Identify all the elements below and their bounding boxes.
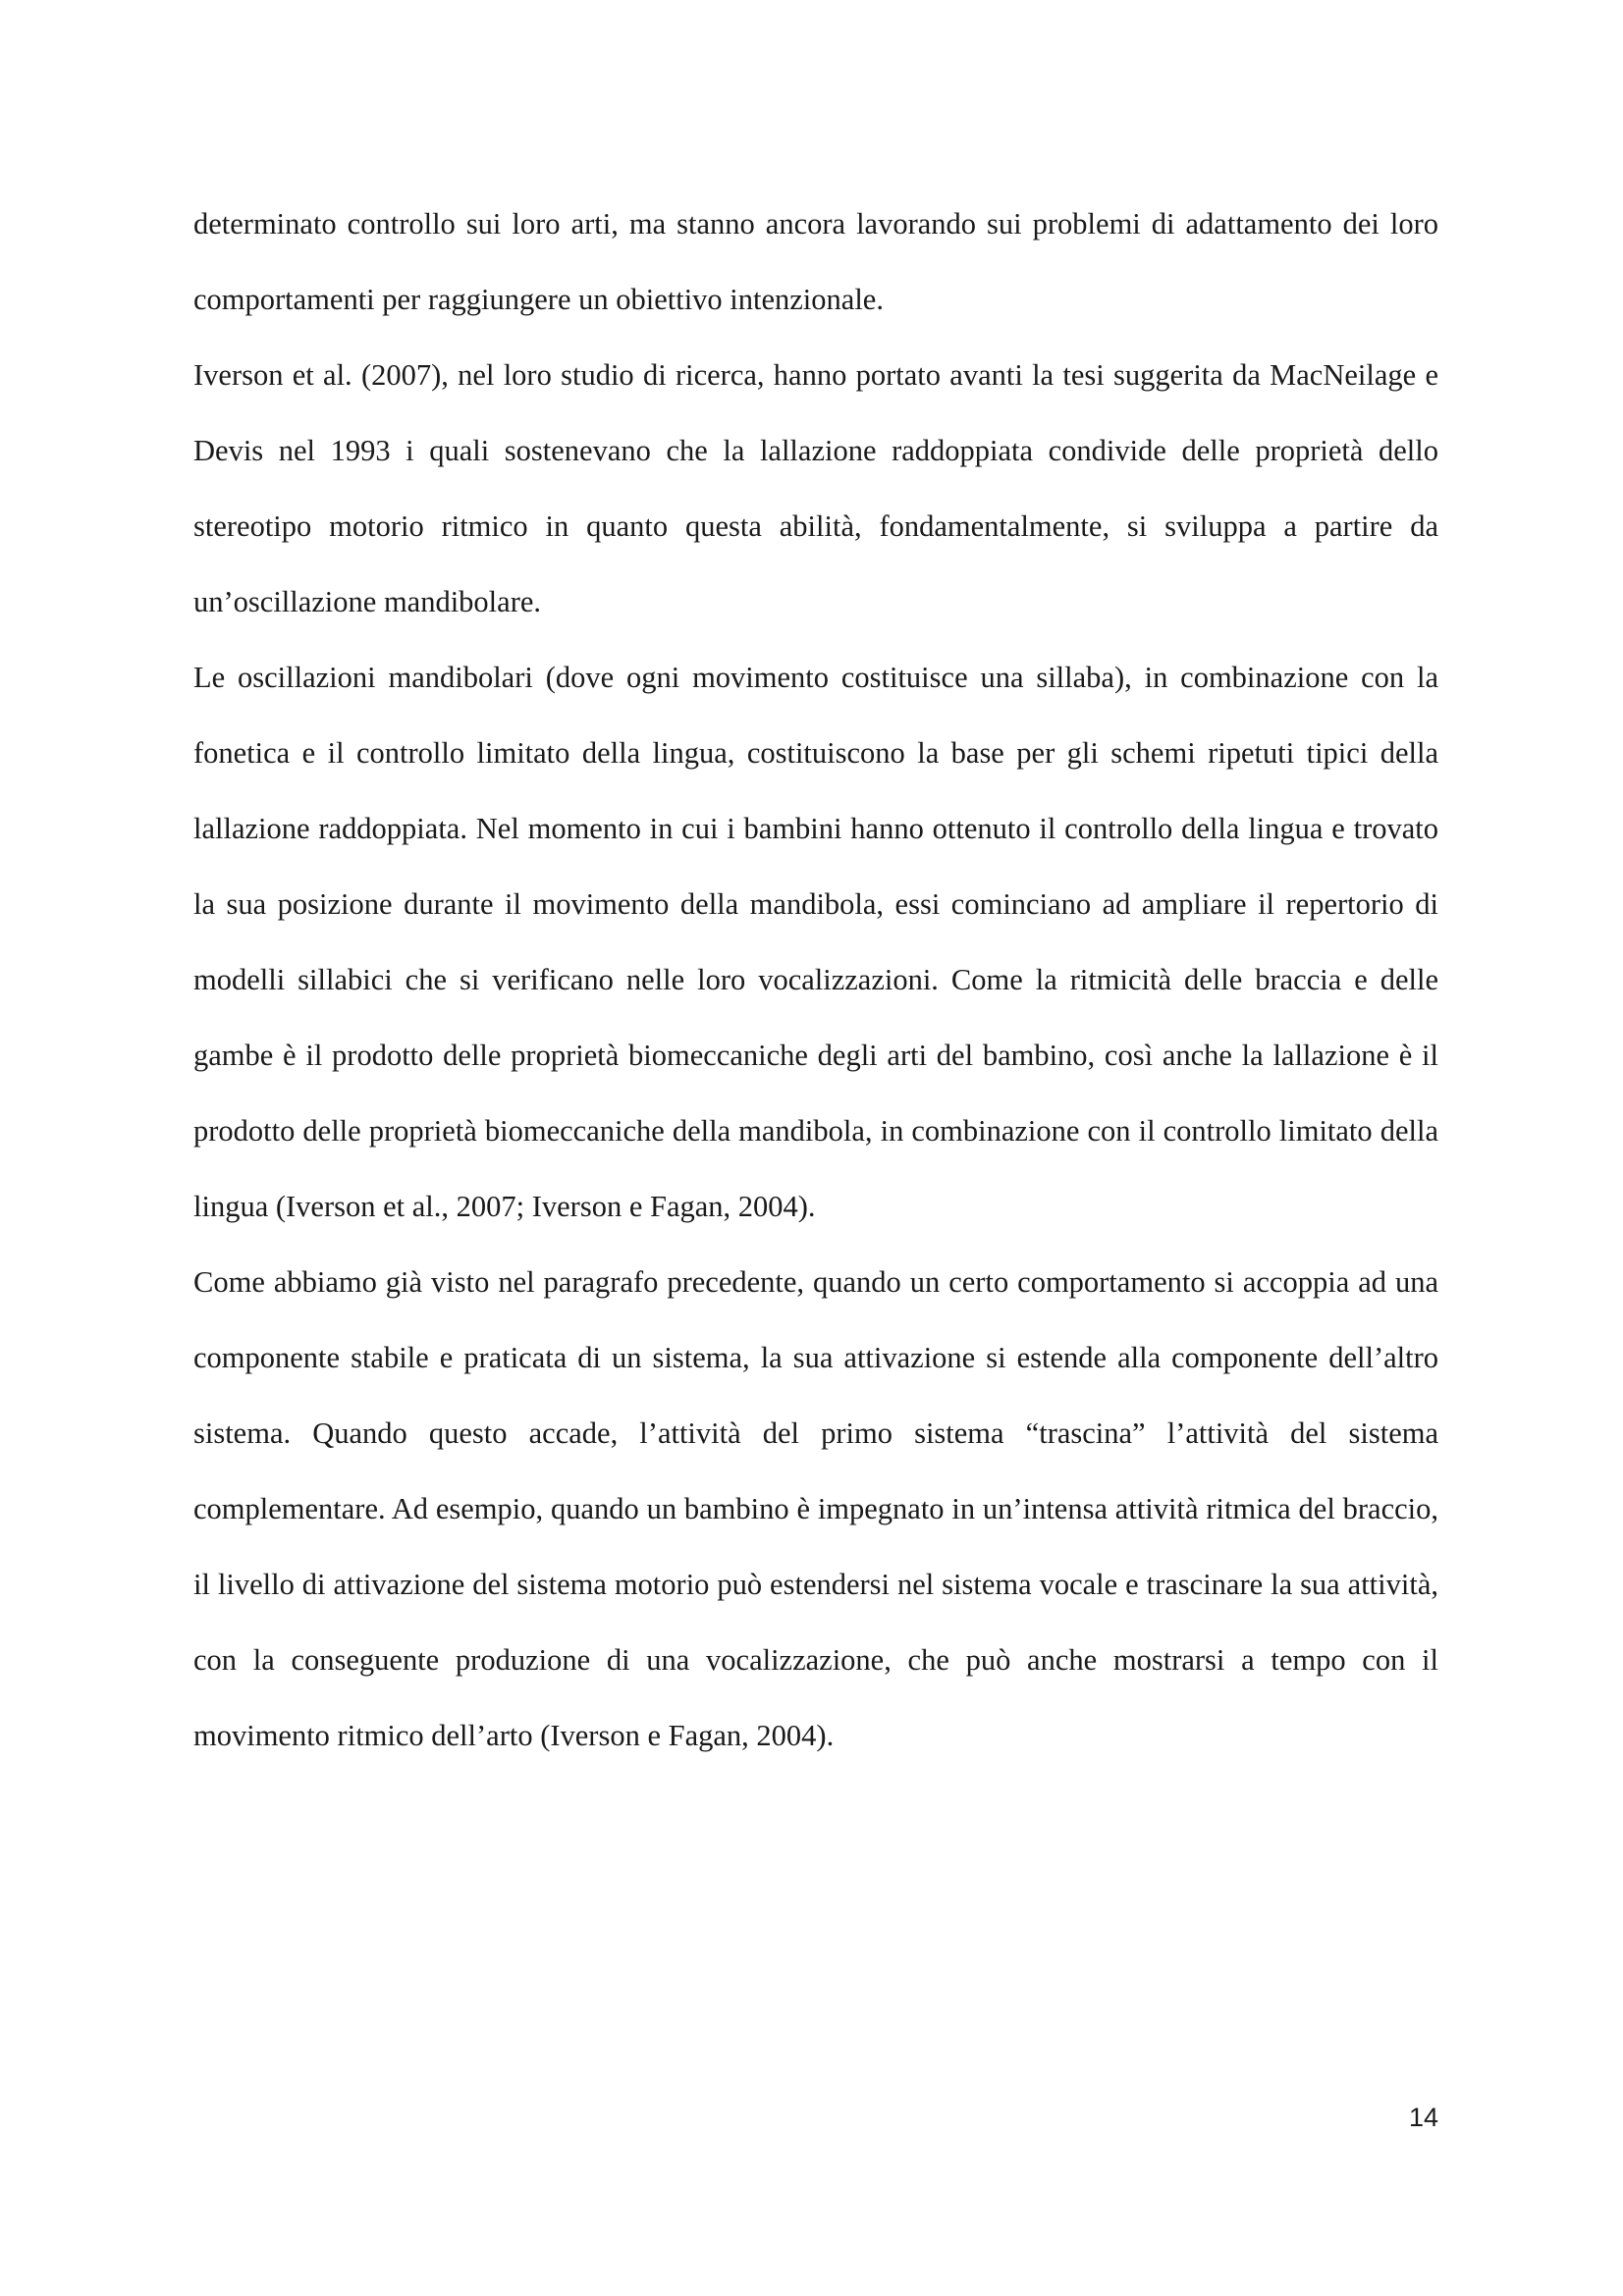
paragraph-1: determinato controllo sui loro arti, ma stanno ancora lavorando sui problemi di adattamento dei loro comportamenti per raggiungere un obiettivo intenzionale.	[193, 207, 1438, 316]
page-number: 14	[1408, 2103, 1438, 2132]
paragraph-2: Iverson et al. (2007), nel loro studio di ricerca, hanno portato avanti la tesi suggerita da MacNeilage e Devis nel 1993 i quali sostenevano che la lallazione raddoppiata condivide delle proprietà dello stereotipo motorio ritmico in quanto questa abilità, fondamentalmente, si sviluppa a partire da un’oscillazione mandibolare.	[193, 358, 1438, 618]
paragraph-3: Le oscillazioni mandibolari (dove ogni movimento costituisce una sillaba), in combinazione con la fonetica e il controllo limitato della lingua, costituiscono la base per gli schemi ripetuti tipici della lallazione raddoppiata. Nel momento in cui i bambini hanno ottenuto il controllo della lingua e trovato la sua posizione durante il movimento della mandibola, essi cominciano ad ampliare il repertorio di modelli sillabici che si verificano nelle loro vocalizzazioni. Come la ritmicità delle braccia e delle gambe è il prodotto delle proprietà biomeccaniche degli arti del bambino, così anche la lallazione è il prodotto delle proprietà biomeccaniche della mandibola, in combinazione con il controllo limitato della lingua (Iverson et al., 2007; Iverson e Fagan, 2004).	[193, 661, 1438, 1223]
body-text	[193, 187, 1438, 1774]
paragraph-4: Come abbiamo già visto nel paragrafo precedente, quando un certo comportamento si accoppia ad una componente stabile e praticata di un sistema, la sua attivazione si estende alla componente dell’altro sistema. Quando questo accade, l’attività del primo sistema “trascina” l’attività del sistema complementare. Ad esempio, quando un bambino è impegnato in un’intensa attività ritmica del braccio, il livello di attivazione del sistema motorio può estendersi nel sistema vocale e trascinare la sua attività, con la conseguente produzione di una vocalizzazione, che può anche mostrarsi a tempo con il movimento ritmico dell’arto (Iverson e Fagan, 2004).	[193, 1265, 1438, 1752]
